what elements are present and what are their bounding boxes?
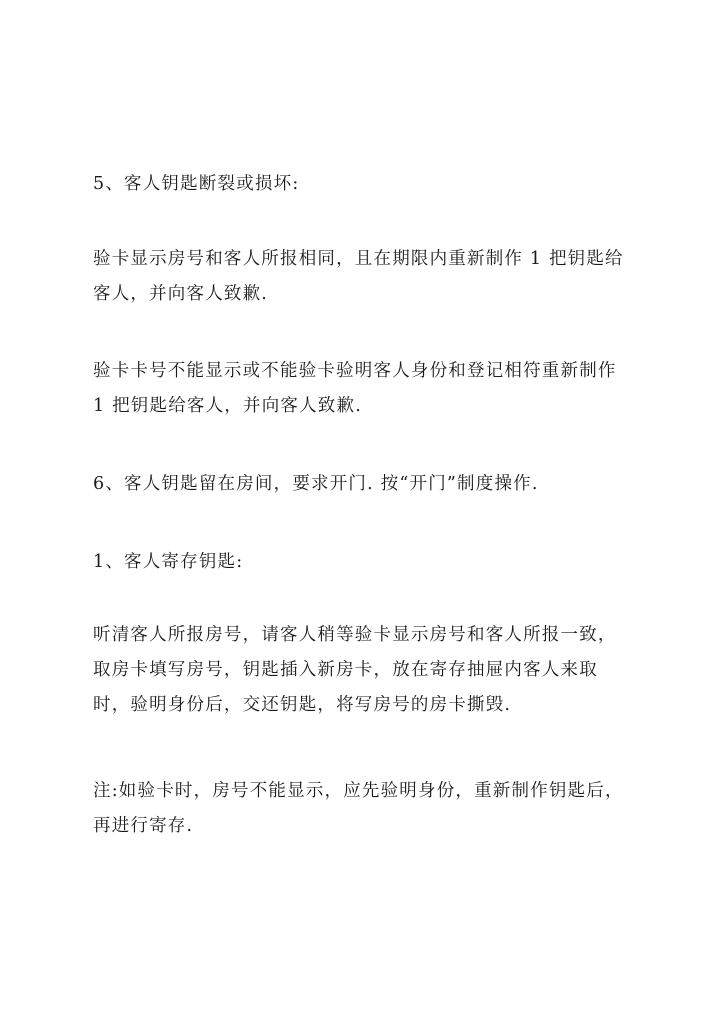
text-line: 验卡卡号不能显示或不能验卡验明客人身份和登记相符重新制作 (93, 361, 617, 381)
text-line: 客人，并向客人致歉. (93, 284, 269, 304)
text-line: 验卡显示房号和客人所报相同，且在期限内重新制作 1 把钥匙给 (93, 249, 624, 269)
paragraph-deposit-procedure (93, 618, 653, 723)
text-line: 取房卡填写房号，钥匙插入新房卡，放在寄存抽屉内客人来取 (93, 660, 598, 680)
text-line: 6、客人钥匙留在房间，要求开门. 按“开门”制度操作. (93, 474, 539, 494)
text-line: 听清客人所报房号，请客人稍等验卡显示房号和客人所报一致， (93, 625, 617, 645)
text-line: 再进行寄存. (93, 816, 194, 836)
text-line: 5、客人钥匙断裂或损坏: (93, 174, 300, 194)
paragraph-unverified-card (93, 354, 653, 424)
section-heading-broken-key (93, 167, 653, 202)
text-line: 时，验明身份后，交还钥匙，将写房号的房卡撕毁. (93, 695, 512, 715)
section-heading-key-in-room (93, 467, 653, 502)
paragraph-note (93, 774, 653, 844)
text-line: 1、客人寄存钥匙: (93, 552, 244, 572)
section-heading-key-deposit (93, 545, 653, 580)
text-line: 注:如验卡时，房号不能显示，应先验明身份，重新制作钥匙后， (93, 781, 624, 801)
paragraph-verified-room (93, 242, 653, 312)
text-line: 1 把钥匙给客人，并向客人致歉. (93, 396, 362, 416)
